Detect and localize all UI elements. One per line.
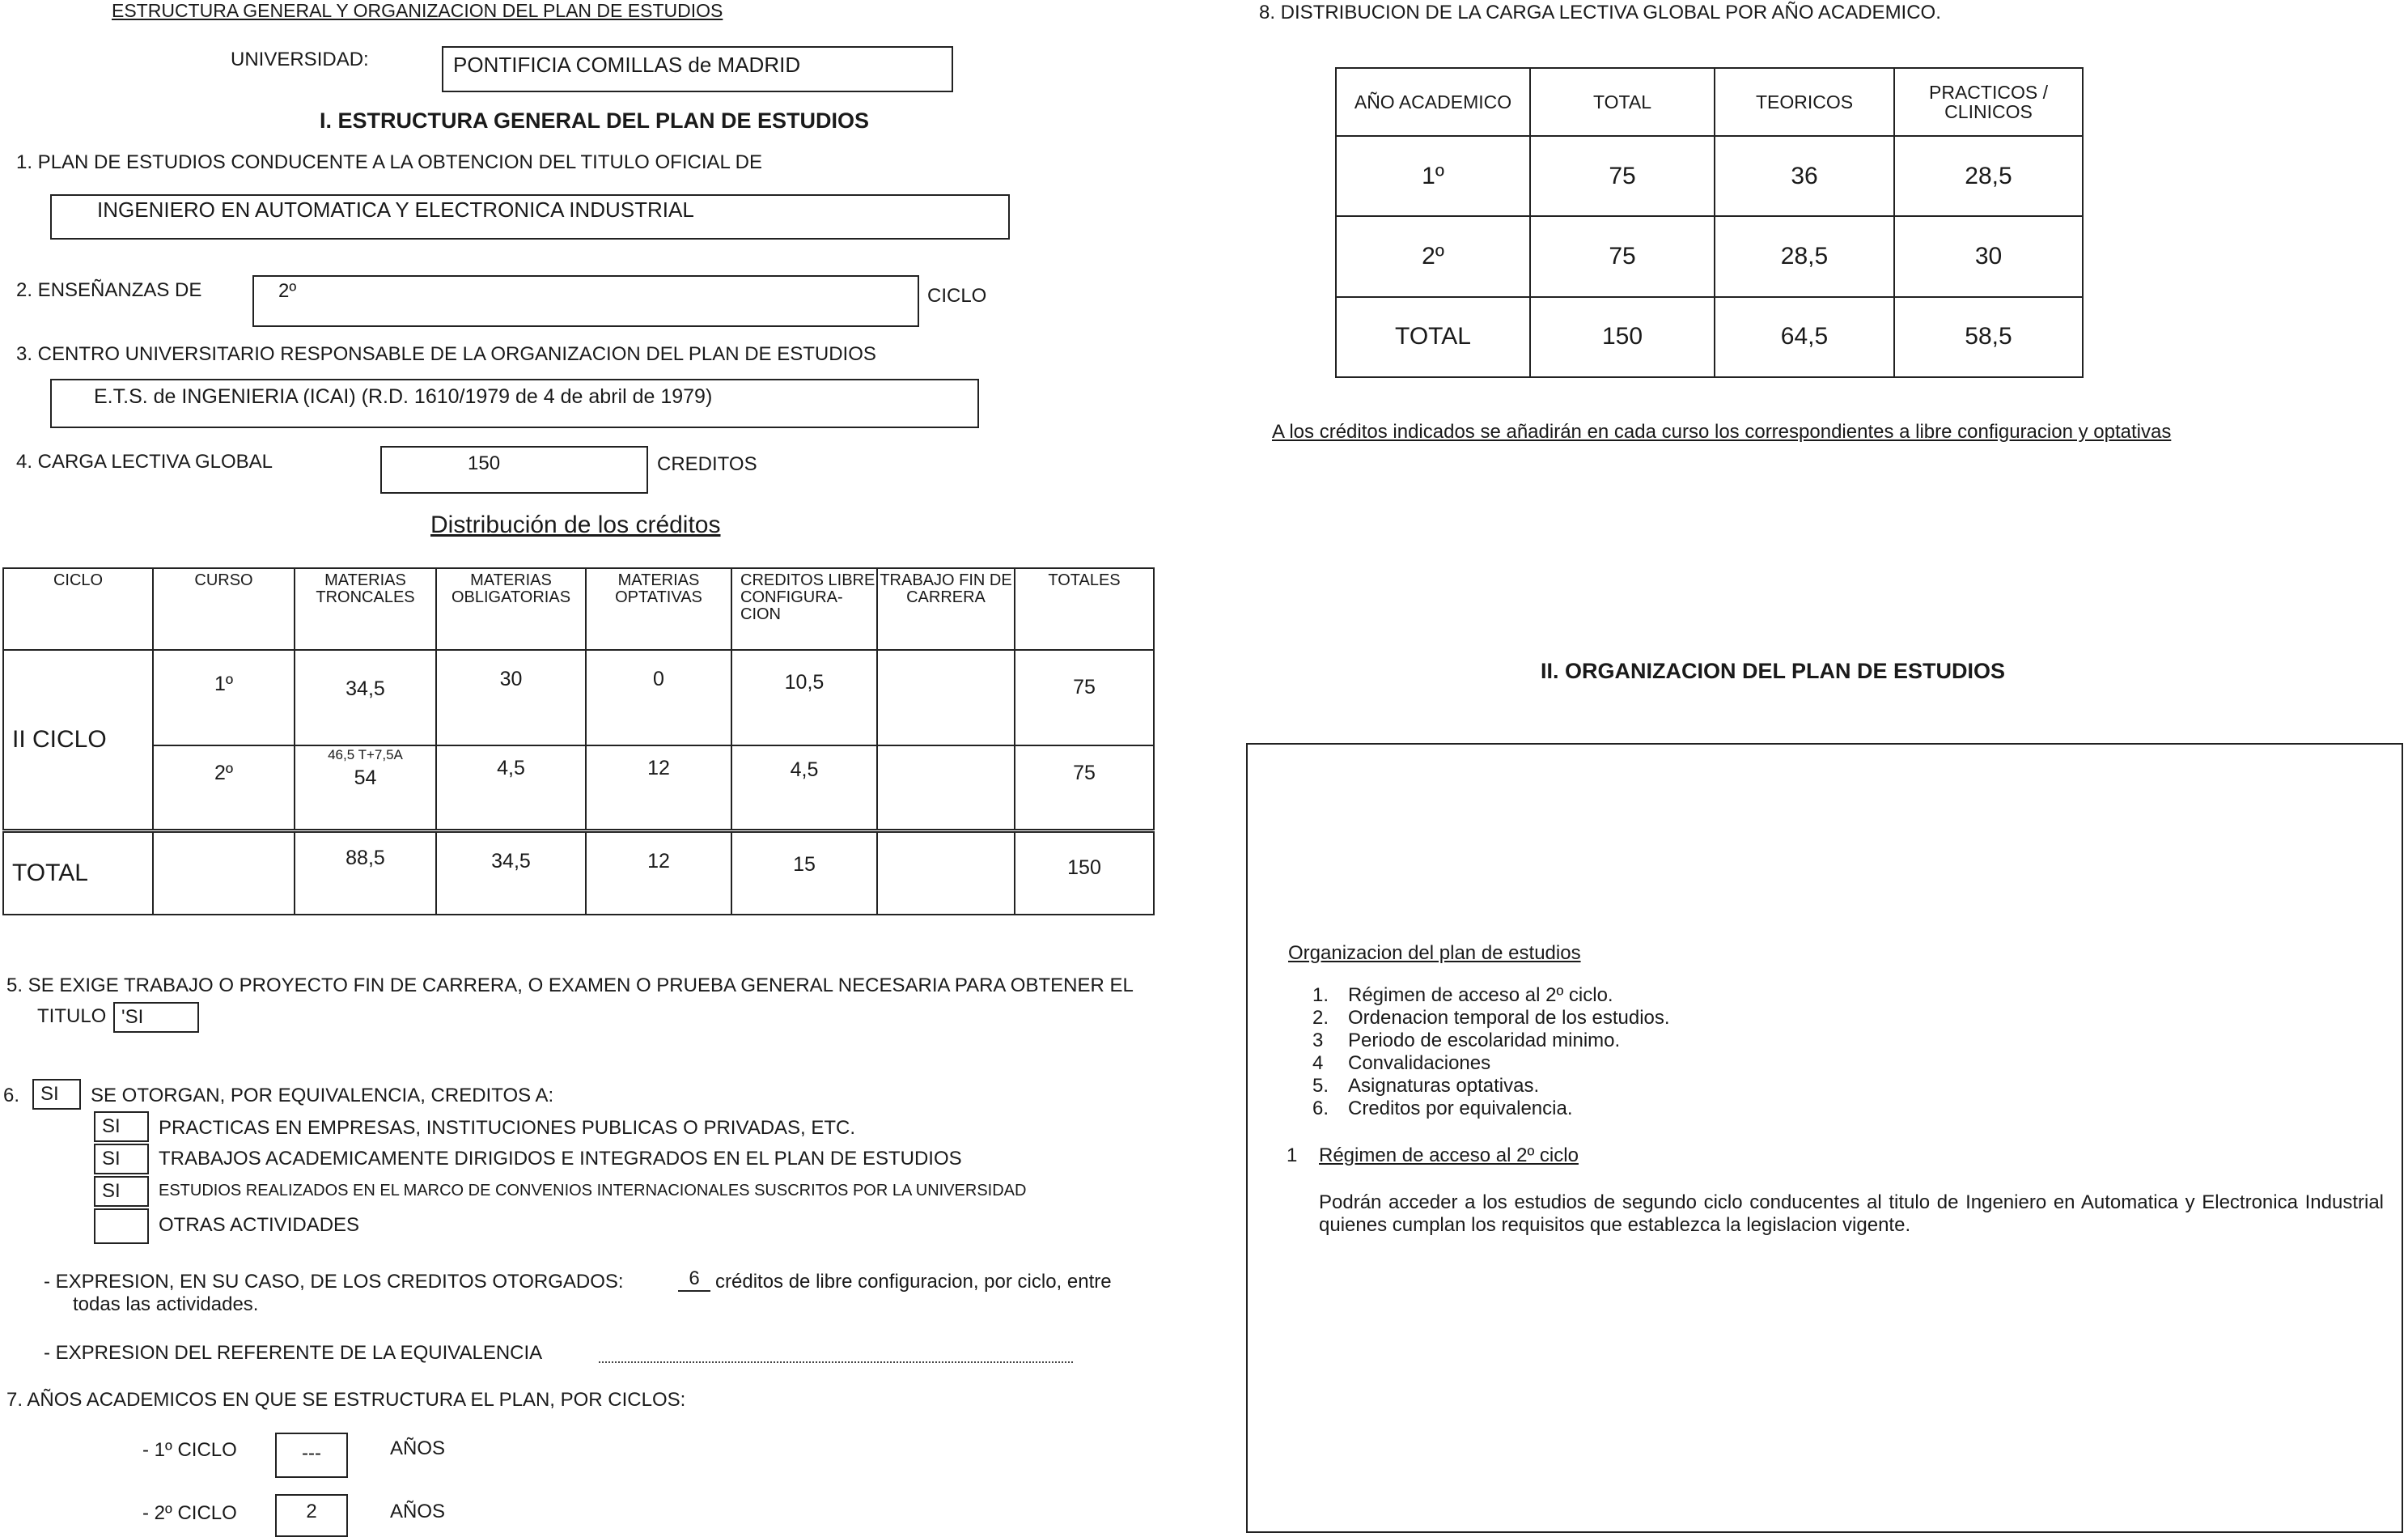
option-otras-box [94,1208,149,1244]
optativas-cell: 12 [586,745,731,830]
total-cell: 75 [1530,136,1715,216]
troncales-value: 54 [354,766,377,789]
total-label-cell: TOTAL [3,830,153,915]
universidad-value: PONTIFICIA COMILLAS de MADRID [453,53,801,77]
teoricos-cell: 36 [1715,136,1894,216]
list-item: Convalidaciones [1348,1052,1491,1074]
optativas-cell: 12 [586,830,731,915]
ensenanzas-field [252,275,919,327]
option-practicas-box: SI [94,1111,149,1142]
organizacion-subtitle: Organizacion del plan de estudios [1288,942,1581,964]
ciclo-1-unit: AÑOS [390,1437,446,1459]
referente-dotted-line [599,1361,1073,1363]
libre-cell: 15 [731,830,877,915]
total-cell: 150 [1530,297,1715,377]
carga-field [380,446,648,494]
document-header: ESTRUCTURA GENERAL Y ORGANIZACION DEL PLAN DE ESTUDIOS [112,0,723,21]
section-2-title: II. ORGANIZACION DEL PLAN DE ESTUDIOS [1541,659,2006,683]
troncales-cell [295,745,436,830]
curso-cell [153,830,295,915]
universidad-label: UNIVERSIDAD: [231,49,369,70]
item-8-label: 8. DISTRIBUCION DE LA CARGA LECTIVA GLOBAL POR AÑO ACADEMICO. [1259,2,1941,23]
practicos-cell: 28,5 [1894,136,2083,216]
trabajo-fin-carrera-box: 'SI [113,1002,199,1033]
troncales-cell: 88,5 [295,830,436,915]
list-item-num: 5. [1312,1075,1329,1097]
option-estudios-box: SI [94,1176,149,1207]
item-6-number: 6. [3,1085,20,1106]
expresion-line-2: todas las actividades. [73,1293,259,1315]
titulo-value: INGENIERO EN AUTOMATICA Y ELECTRONICA INDUSTRIAL [97,197,694,222]
titulo-field [50,194,1010,240]
credits-header-row [3,568,1154,650]
expresion-label: - EXPRESION, EN SU CASO, DE LOS CREDITOS OTORGADOS: [44,1271,624,1293]
item-4-label: 4. CARGA LECTIVA GLOBAL [16,451,273,473]
list-item: Ordenacion temporal de los estudios. [1348,1007,1670,1029]
header-total: TOTAL [1530,68,1715,136]
header-practicos: PRACTICOS / CLINICOS [1894,68,2083,136]
item-2-label: 2. ENSEÑANZAS DE [16,279,202,301]
trabajo-cell [877,745,1015,830]
distribution-title: Distribución de los créditos [430,512,721,538]
organizacion-box [1246,743,2403,1533]
total-row [1336,297,2083,377]
year-cell: 1º [1336,136,1530,216]
expresion-value: 6 [678,1267,710,1292]
header-libre: CREDITOS LIBRE CONFIGURA-CION [731,568,877,650]
practicos-cell: 58,5 [1894,297,2083,377]
totales-cell: 75 [1015,650,1154,745]
section-1-title: I. ESTRUCTURA GENERAL DEL PLAN DE ESTUDIOS [320,108,870,133]
header-obligatorias: MATERIAS OBLIGATORIAS [436,568,586,650]
universidad-field [442,46,953,92]
total-cell: 75 [1530,216,1715,296]
list-item: Creditos por equivalencia. [1348,1098,1573,1119]
year-cell: 2º [1336,216,1530,296]
centro-field [50,379,979,428]
list-item: Régimen de acceso al 2º ciclo. [1348,984,1613,1006]
header-totales: TOTALES [1015,568,1154,650]
practicos-cell: 30 [1894,216,2083,296]
centro-value: E.T.S. de INGENIERIA (ICAI) (R.D. 1610/1979 de 4 de abril de 1979) [94,385,713,408]
item-3-label: 3. CENTRO UNIVERSITARIO RESPONSABLE DE LA ORGANIZACION DEL PLAN DE ESTUDIOS [16,343,876,365]
list-item-num: 1. [1312,984,1329,1006]
ciclo-2-unit: AÑOS [390,1501,446,1522]
curso-cell: 1º [153,650,295,745]
ciclo-1-years-box [275,1433,348,1478]
creditos-note: A los créditos indicados se añadirán en cada curso los correspondientes a libre configuracion y optativas [1272,421,2172,443]
header-optativas: MATERIAS OPTATIVAS [586,568,731,650]
ciclo-1-label: - 1º CICLO [142,1439,237,1461]
ciclo-2-label: - 2º CICLO [142,1502,237,1524]
header-ano-academico: AÑO ACADEMICO [1336,68,1530,136]
item-7-label: 7. AÑOS ACADEMICOS EN QUE SE ESTRUCTURA EL PLAN, POR CICLOS: [6,1389,686,1411]
ciclo-2-years-box [275,1494,348,1537]
table-row [3,745,1154,830]
totales-cell: 150 [1015,830,1154,915]
ciclo-1-years-value: --- [302,1442,321,1464]
table-row [3,650,1154,745]
year-distribution-table [1335,67,2084,378]
list-item-num: 6. [1312,1098,1329,1119]
header-trabajo: TRABAJO FIN DE CARRERA [877,568,1015,650]
header-ciclo: CICLO [3,568,153,650]
libre-cell: 4,5 [731,745,877,830]
subsection-1-text: Podrán acceder a los estudios de segundo ciclo conducentes al titulo de Ingeniero en Automatica y Electronica Industrial quienes cumplan los requisitos que establezca la legislacion vigente. [1319,1191,2384,1236]
subsection-1-number: 1 [1287,1144,1298,1166]
total-row [3,830,1154,915]
option-estudios-label: ESTUDIOS REALIZADOS EN EL MARCO DE CONVENIOS INTERNACIONALES SUSCRITOS POR LA UNIVERSIDAD [159,1182,1027,1199]
list-item: Periodo de escolaridad minimo. [1348,1030,1621,1051]
ciclo-2-years-value: 2 [306,1501,317,1522]
obligatorias-cell: 30 [436,650,586,745]
option-practicas-label: PRACTICAS EN EMPRESAS, INSTITUCIONES PUBLICAS O PRIVADAS, ETC. [159,1117,856,1139]
year-cell: TOTAL [1336,297,1530,377]
troncales-cell: 34,5 [295,650,436,745]
list-item: Asignaturas optativas. [1348,1075,1540,1097]
header-curso: CURSO [153,568,295,650]
header-troncales: MATERIAS TRONCALES [295,568,436,650]
item-6-label: SE OTORGAN, POR EQUIVALENCIA, CREDITOS A: [91,1085,554,1106]
trabajo-cell [877,650,1015,745]
totales-cell: 75 [1015,745,1154,830]
list-item-num: 3 [1312,1030,1324,1051]
creditos-suffix: CREDITOS [657,453,757,475]
obligatorias-cell: 4,5 [436,745,586,830]
list-item-num: 4 [1312,1052,1324,1074]
expresion-rest: créditos de libre configuracion, por ciclo, entre [715,1271,1112,1293]
obligatorias-cell: 34,5 [436,830,586,915]
item-1-label: 1. PLAN DE ESTUDIOS CONDUCENTE A LA OBTENCION DEL TITULO OFICIAL DE [16,151,762,173]
item-5-label: 5. SE EXIGE TRABAJO O PROYECTO FIN DE CARRERA, O EXAMEN O PRUEBA GENERAL NECESARIA PARA OBTENER EL [6,974,1134,996]
header-teoricos: TEORICOS [1715,68,1894,136]
table-row [1336,136,2083,216]
troncales-note: 46,5 T+7,5A [328,747,403,762]
option-trabajos-box: SI [94,1144,149,1174]
year-header-row [1336,68,2083,136]
item-5-label-2: TITULO [37,1005,107,1027]
teoricos-cell: 28,5 [1715,216,1894,296]
ciclo-suffix: CICLO [927,285,987,307]
ciclo-cell: II CICLO [3,650,153,830]
teoricos-cell: 64,5 [1715,297,1894,377]
option-otras-label: OTRAS ACTIVIDADES [159,1214,360,1236]
option-trabajos-label: TRABAJOS ACADEMICAMENTE DIRIGIDOS E INTEGRADOS EN EL PLAN DE ESTUDIOS [159,1148,962,1170]
referente-label: - EXPRESION DEL REFERENTE DE LA EQUIVALENCIA [44,1342,543,1364]
credits-distribution-table [2,567,1155,915]
trabajo-cell [877,830,1015,915]
table-row [1336,216,2083,296]
subsection-1-title: Régimen de acceso al 2º ciclo [1319,1144,1579,1166]
libre-cell: 10,5 [731,650,877,745]
list-item-num: 2. [1312,1007,1329,1029]
curso-cell: 2º [153,745,295,830]
equivalencia-box: SI [32,1079,81,1110]
carga-value: 150 [468,452,501,474]
ensenanzas-value: 2º [278,280,297,302]
optativas-cell: 0 [586,650,731,745]
